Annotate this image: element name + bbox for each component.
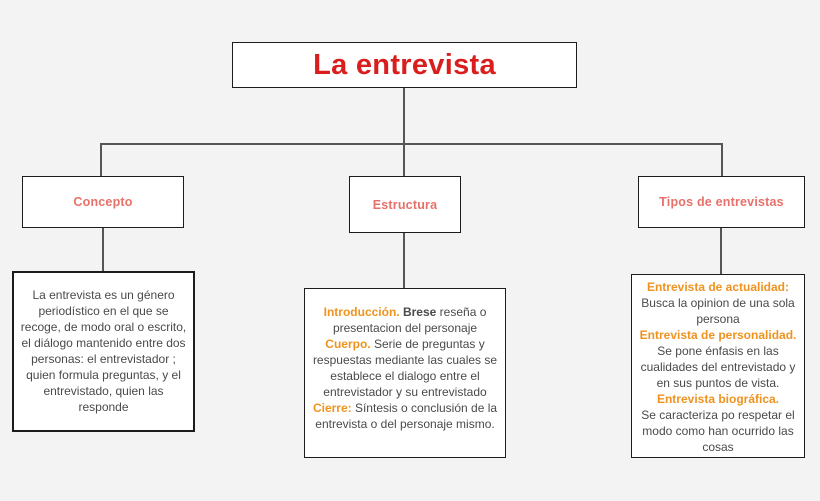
cuerpo-desc: Serie de preguntas y respuestas mediante las cuales se establece el dialogo entre el entrevistador y su entrevistado <box>312 337 498 399</box>
branch-label-estructura: Estructura <box>372 197 438 212</box>
title-node <box>232 42 577 88</box>
type-name-biografica: Entrevista biográfica. <box>656 392 780 406</box>
connector-tipos-detail <box>720 227 722 275</box>
type-actualidad <box>633 279 803 327</box>
connector-branch-tipos <box>721 144 723 177</box>
type-name-personalidad: Entrevista de personalidad. <box>639 328 797 342</box>
introduccion-desc: reseña o presentacion del personaje <box>332 305 487 335</box>
detail-node-estructura <box>304 288 506 458</box>
branch-node-concepto <box>22 176 184 228</box>
estructura-section-introduccion <box>306 304 504 336</box>
type-personalidad <box>633 327 803 391</box>
connector-horizontal-bus <box>100 143 723 145</box>
term-cuerpo: Cuerpo. <box>325 337 371 351</box>
branch-node-tipos <box>638 176 805 228</box>
term-introduccion: Introducción. <box>323 305 400 319</box>
cierre-desc: Síntesis o conclusión de la entrevista o del personaje mismo. <box>315 401 498 431</box>
estructura-section-cuerpo <box>306 336 504 400</box>
concepto-body-text: La entrevista es un género periodístico en el que se recoge, de modo oral o escrito, el diálogo mantenido entre dos personas: el entrevistador ; quien formula preguntas, y el entrevistado, quien las responde <box>20 288 187 414</box>
branch-node-estructura <box>349 176 461 233</box>
type-desc-biografica: Se caracteriza po respetar el modo como han ocurrido las cosas <box>641 408 795 454</box>
type-desc-personalidad: Se pone énfasis en las cualidades del entrevistado y en sus puntos de vista. <box>640 344 796 390</box>
estructura-section-cierre <box>306 400 504 432</box>
type-desc-actualidad: Busca la opinion de una sola persona <box>641 296 795 326</box>
connector-title-vertical <box>403 87 405 144</box>
detail-node-concepto <box>12 271 195 432</box>
detail-node-tipos <box>631 274 805 458</box>
connector-branch-concepto <box>100 144 102 177</box>
connector-branch-estructura <box>403 144 405 177</box>
term-cierre: Cierre: <box>312 401 352 415</box>
branch-label-tipos: Tipos de entrevistas <box>659 195 784 209</box>
lead-bold-word: Brese <box>402 305 437 319</box>
connector-concepto-detail <box>102 227 104 272</box>
type-name-actualidad: Entrevista de actualidad: <box>646 280 790 294</box>
diagram-title: La entrevista <box>313 48 496 81</box>
type-biografica <box>633 391 803 455</box>
connector-estructura-detail <box>403 232 405 289</box>
branch-label-concepto: Concepto <box>73 195 133 209</box>
